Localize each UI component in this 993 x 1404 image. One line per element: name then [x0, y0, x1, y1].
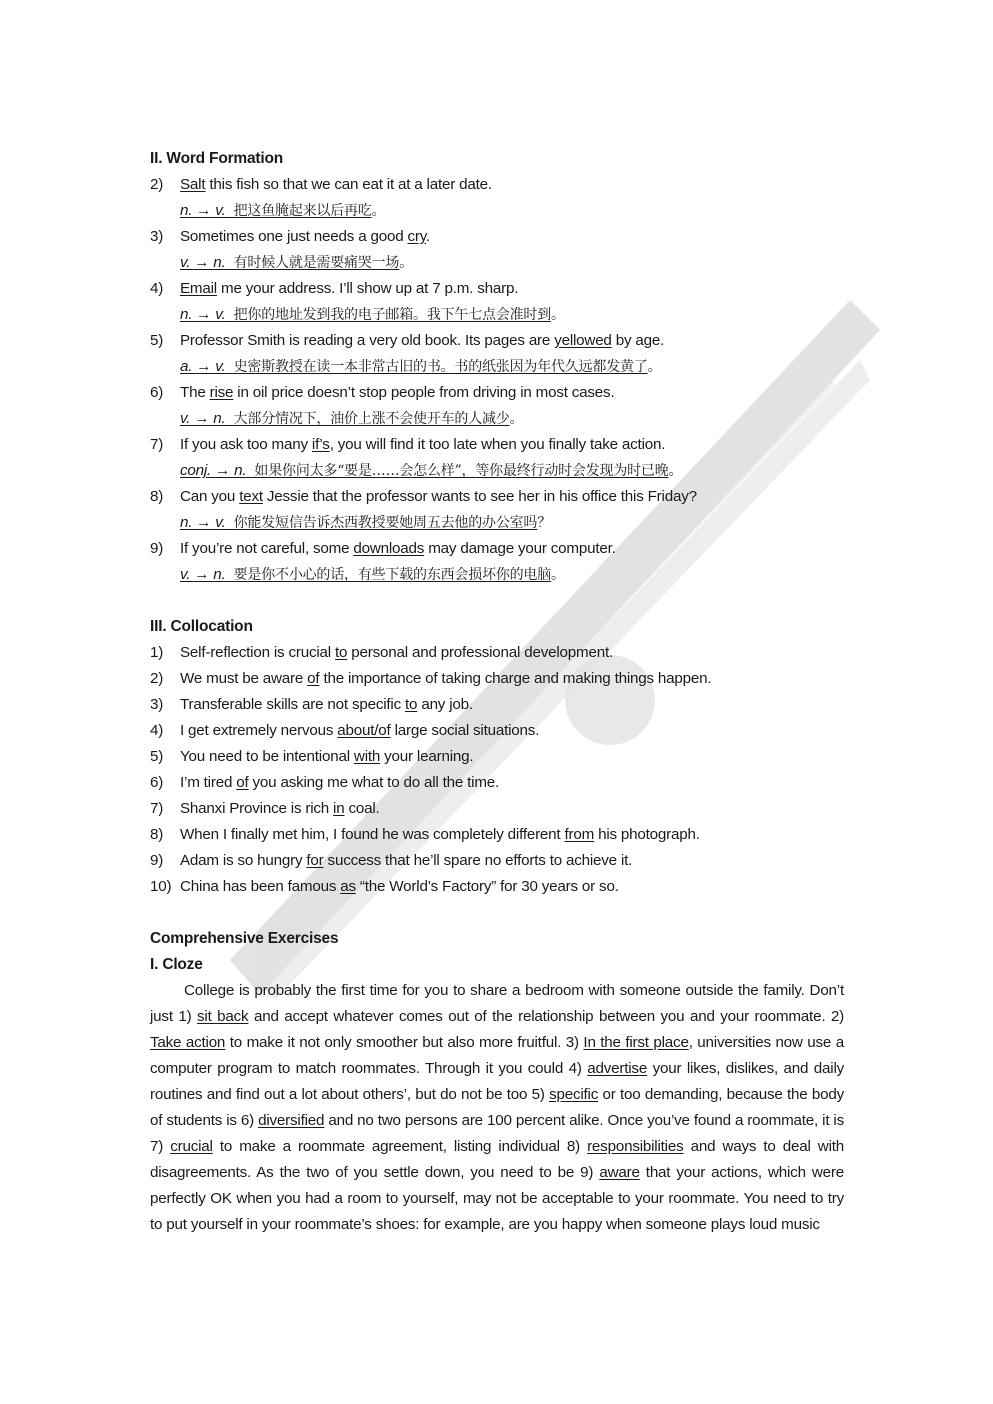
sentence-before: Self-reflection is crucial: [180, 644, 335, 661]
chinese-translation: 大部分情况下，油价上涨不会使开车的人减少: [233, 411, 510, 427]
item-sentence: [180, 172, 492, 198]
document-page: [150, 146, 844, 1238]
sentence-after: me your address. I’ll show up at 7 p.m. sharp.: [216, 280, 519, 297]
chinese-translation: 要是你不小心的话，有些下载的东西会损坏你的电脑: [233, 567, 552, 583]
note-line: [180, 354, 661, 380]
item-number: 9): [150, 852, 164, 869]
item-number: 9): [150, 540, 164, 557]
word-formation-item: [150, 432, 844, 458]
translation-end-punct: 。: [371, 203, 386, 219]
word-formation-note: [150, 406, 844, 432]
cloze-text: and no two persons are 100 percent alike. Once you’ve found a roommate, it is 7): [150, 1112, 844, 1155]
cloze-answer: specific: [549, 1086, 599, 1103]
answer-word: for: [306, 852, 324, 869]
sentence-before: Sometimes one just needs a good: [180, 228, 408, 245]
collocation-item: [150, 874, 844, 900]
answer-word: about/of: [337, 722, 391, 739]
sentence-after: “the World’s Factory” for 30 years or so.: [355, 878, 619, 895]
sentence-before: We must be aware: [180, 670, 308, 687]
note-underlined: [180, 358, 648, 375]
answer-word: downloads: [353, 540, 425, 557]
sentence-after: his photograph.: [594, 826, 700, 843]
collocation-item: [150, 666, 844, 692]
cloze-text: to make it not only smoother but also more fruitful. 3): [225, 1034, 584, 1051]
cloze-text: to make a roommate agreement, listing individual 8): [212, 1138, 588, 1155]
chinese-translation: 把你的地址发到我的电子邮箱。我下午七点会准时到: [233, 307, 552, 323]
cloze-text: or too demanding, because the body of students is 6): [150, 1086, 844, 1129]
word-formation-note: [150, 510, 844, 536]
sentence-before: Professor Smith is reading a very old book. Its pages are: [180, 332, 555, 349]
cloze-paragraph: [150, 978, 844, 1238]
sentence-before: If you ask too many: [180, 436, 312, 453]
word-formation-note: [150, 458, 844, 484]
collocation-item: [150, 640, 844, 666]
sentence-before: If you’re not careful, some: [180, 540, 354, 557]
item-number: 5): [150, 332, 164, 349]
comprehensive-heading: Comprehensive Exercises: [150, 930, 339, 947]
part-of-speech-change: conj. → n.: [180, 462, 247, 479]
word-formation-item: [150, 484, 844, 510]
word-formation-item: [150, 224, 844, 250]
sentence-after: .: [426, 228, 431, 245]
word-formation-note: [150, 302, 844, 328]
item-number: 4): [150, 280, 164, 297]
sentence-after: any job.: [417, 696, 473, 713]
note-line: [180, 562, 565, 588]
sentence-before: You need to be intentional: [180, 748, 354, 765]
item-sentence: [180, 770, 499, 796]
translation-end-punct: ？: [537, 515, 552, 531]
answer-word: Email: [180, 280, 217, 297]
part-of-speech-change: a. → v.: [180, 358, 226, 375]
sentence-after: personal and professional development.: [347, 644, 614, 661]
answer-word: if’s: [311, 436, 330, 453]
item-sentence: [180, 744, 473, 770]
answer-word: with: [353, 748, 381, 765]
cloze-answer: Take action: [150, 1034, 226, 1051]
collocation-heading: III. Collocation: [150, 618, 253, 635]
item-number: 5): [150, 748, 164, 765]
note-underlined: [180, 514, 537, 531]
answer-word: yellowed: [554, 332, 612, 349]
note-underlined: [180, 202, 372, 219]
cloze-answer: In the first place: [583, 1034, 689, 1051]
collocation-list: [150, 640, 844, 900]
sentence-before: Can you: [180, 488, 240, 505]
item-sentence: [180, 224, 430, 250]
translation-end-punct: 。: [551, 307, 565, 323]
cloze-text: your likes, dislikes, and daily routines and find out a lot about others’, but do not be too 5): [150, 1060, 845, 1103]
translation-end-punct: 。: [509, 411, 524, 427]
note-line: [180, 510, 551, 536]
item-sentence: [180, 380, 614, 406]
chinese-translation: 如果你问太多“要是……会怎么样”，等你最终行动时会发现为时已晚: [254, 463, 669, 479]
sentence-before: Transferable skills are not specific: [180, 696, 406, 713]
item-sentence: [180, 328, 664, 354]
item-sentence: [180, 874, 619, 900]
item-sentence: [180, 666, 711, 692]
word-formation-item: [150, 328, 844, 354]
note-line: [180, 250, 413, 276]
item-sentence: [180, 822, 700, 848]
cloze-text: and accept whatever comes out of the relationship between you and your roommate. 2): [248, 1008, 844, 1025]
sentence-after: may damage your computer.: [424, 540, 616, 557]
answer-word: as: [340, 878, 356, 895]
sentence-before: Shanxi Province is rich: [180, 800, 334, 817]
sentence-after: your learning.: [380, 748, 474, 765]
note-line: [180, 406, 523, 432]
answer-word: of: [307, 670, 320, 687]
sentence-before: When I finally met him, I found he was completely different: [180, 826, 565, 843]
item-number: 8): [150, 826, 164, 843]
collocation-item: [150, 770, 844, 796]
item-number: 7): [150, 436, 164, 453]
sentence-before: Adam is so hungry: [180, 852, 307, 869]
sentence-before: China has been famous: [180, 878, 341, 895]
cloze-answer: crucial: [170, 1138, 213, 1155]
sentence-after: coal.: [344, 800, 380, 817]
note-underlined: [180, 254, 399, 271]
collocation-item: [150, 744, 844, 770]
answer-word: to: [334, 644, 348, 661]
item-number: 2): [150, 176, 164, 193]
cloze-text: College is probably the first time for you to share a bedroom with someone outside the family. Don’t just 1): [150, 982, 844, 1025]
sentence-after: by age.: [611, 332, 665, 349]
word-formation-note: [150, 354, 844, 380]
item-sentence: [180, 432, 665, 458]
cloze-text: and ways to deal with disagreements. As the two of you settle down, you need to be 9): [150, 1138, 845, 1181]
item-sentence: [180, 718, 539, 744]
answer-word: Salt: [180, 176, 206, 193]
collocation-item: [150, 692, 844, 718]
part-of-speech-change: v. → n.: [180, 254, 226, 271]
sentence-before: I get extremely nervous: [180, 722, 338, 739]
translation-end-punct: 。: [668, 463, 683, 479]
chinese-translation: 史密斯教授在读一本非常古旧的书。书的纸张因为年代久远都发黄了: [233, 359, 648, 375]
sentence-before: The: [180, 384, 210, 401]
note-underlined: [180, 566, 551, 583]
collocation-item: [150, 796, 844, 822]
answer-word: text: [239, 488, 263, 505]
cloze-answer: diversified: [258, 1112, 325, 1129]
answer-word: to: [405, 696, 418, 713]
word-formation-note: [150, 198, 844, 224]
collocation-item: [150, 822, 844, 848]
sentence-after: large social situations.: [390, 722, 540, 739]
word-formation-item: [150, 536, 844, 562]
item-sentence: [180, 848, 632, 874]
cloze-answer: aware: [599, 1164, 640, 1181]
translation-end-punct: 。: [399, 255, 414, 271]
chinese-translation: 把这鱼腌起来以后再吃: [233, 203, 372, 219]
collocation-item: [150, 848, 844, 874]
answer-word: cry: [407, 228, 426, 245]
note-underlined: [180, 462, 669, 479]
sentence-after: you asking me what to do all the time.: [248, 774, 500, 791]
cloze-text: , universities now use a computer program to match roommates. Through it you could 4): [150, 1034, 844, 1077]
cloze-text: that your actions, which were perfectly OK when you had a room to yourself, may not be acceptable to your roommate. You need to try to put yourself in your roommate’s shoes: for example, are you happy when someone plays loud music: [150, 1164, 844, 1233]
sentence-after: the importance of taking charge and making things happen.: [319, 670, 712, 687]
word-formation-heading: II. Word Formation: [150, 150, 284, 167]
item-number: 7): [150, 800, 164, 817]
part-of-speech-change: v. → n.: [180, 566, 226, 583]
word-formation-item: [150, 172, 844, 198]
sentence-after: in oil price doesn’t stop people from driving in most cases.: [233, 384, 615, 401]
answer-word: of: [236, 774, 249, 791]
item-sentence: [180, 640, 613, 666]
item-number: 3): [150, 228, 164, 245]
translation-end-punct: 。: [647, 359, 662, 375]
sentence-after: success that he’ll spare no efforts to achieve it.: [323, 852, 633, 869]
note-line: [180, 198, 385, 224]
item-number: 4): [150, 722, 164, 739]
part-of-speech-change: n. → v.: [180, 514, 226, 531]
note-line: [180, 458, 682, 484]
item-number: 6): [150, 384, 164, 401]
item-number: 1): [150, 644, 164, 661]
word-formation-item: [150, 380, 844, 406]
item-number: 3): [150, 696, 164, 713]
answer-word: in: [333, 800, 345, 817]
collocation-item: [150, 718, 844, 744]
item-sentence: [180, 484, 697, 510]
answer-word: rise: [209, 384, 234, 401]
word-formation-note: [150, 562, 844, 588]
word-formation-item: [150, 276, 844, 302]
item-number: 2): [150, 670, 164, 687]
chinese-translation: 有时候人就是需要痛哭一场: [233, 255, 400, 271]
item-sentence: [180, 796, 380, 822]
cloze-heading: I. Cloze: [150, 956, 203, 973]
part-of-speech-change: n. → v.: [180, 306, 226, 323]
word-formation-list: [150, 172, 844, 588]
item-sentence: [180, 536, 616, 562]
part-of-speech-change: n. → v.: [180, 202, 226, 219]
sentence-before: I’m tired: [180, 774, 237, 791]
word-formation-note: [150, 250, 844, 276]
note-line: [180, 302, 565, 328]
sentence-after: this fish so that we can eat it at a later date.: [205, 176, 492, 193]
note-underlined: [180, 410, 510, 427]
part-of-speech-change: v. → n.: [180, 410, 226, 427]
item-number: 8): [150, 488, 164, 505]
sentence-after: Jessie that the professor wants to see her in his office this Friday?: [262, 488, 697, 505]
item-sentence: [180, 692, 473, 718]
cloze-answer: advertise: [587, 1060, 648, 1077]
cloze-answer: sit back: [197, 1008, 249, 1025]
note-underlined: [180, 306, 551, 323]
item-number: 6): [150, 774, 164, 791]
answer-word: from: [564, 826, 595, 843]
sentence-after: , you will find it too late when you finally take action.: [329, 436, 666, 453]
item-sentence: [180, 276, 518, 302]
cloze-answer: responsibilities: [587, 1138, 684, 1155]
translation-end-punct: 。: [551, 567, 565, 583]
item-number: 10): [150, 878, 172, 895]
chinese-translation: 你能发短信告诉杰西教授要她周五去他的办公室吗: [233, 515, 538, 531]
